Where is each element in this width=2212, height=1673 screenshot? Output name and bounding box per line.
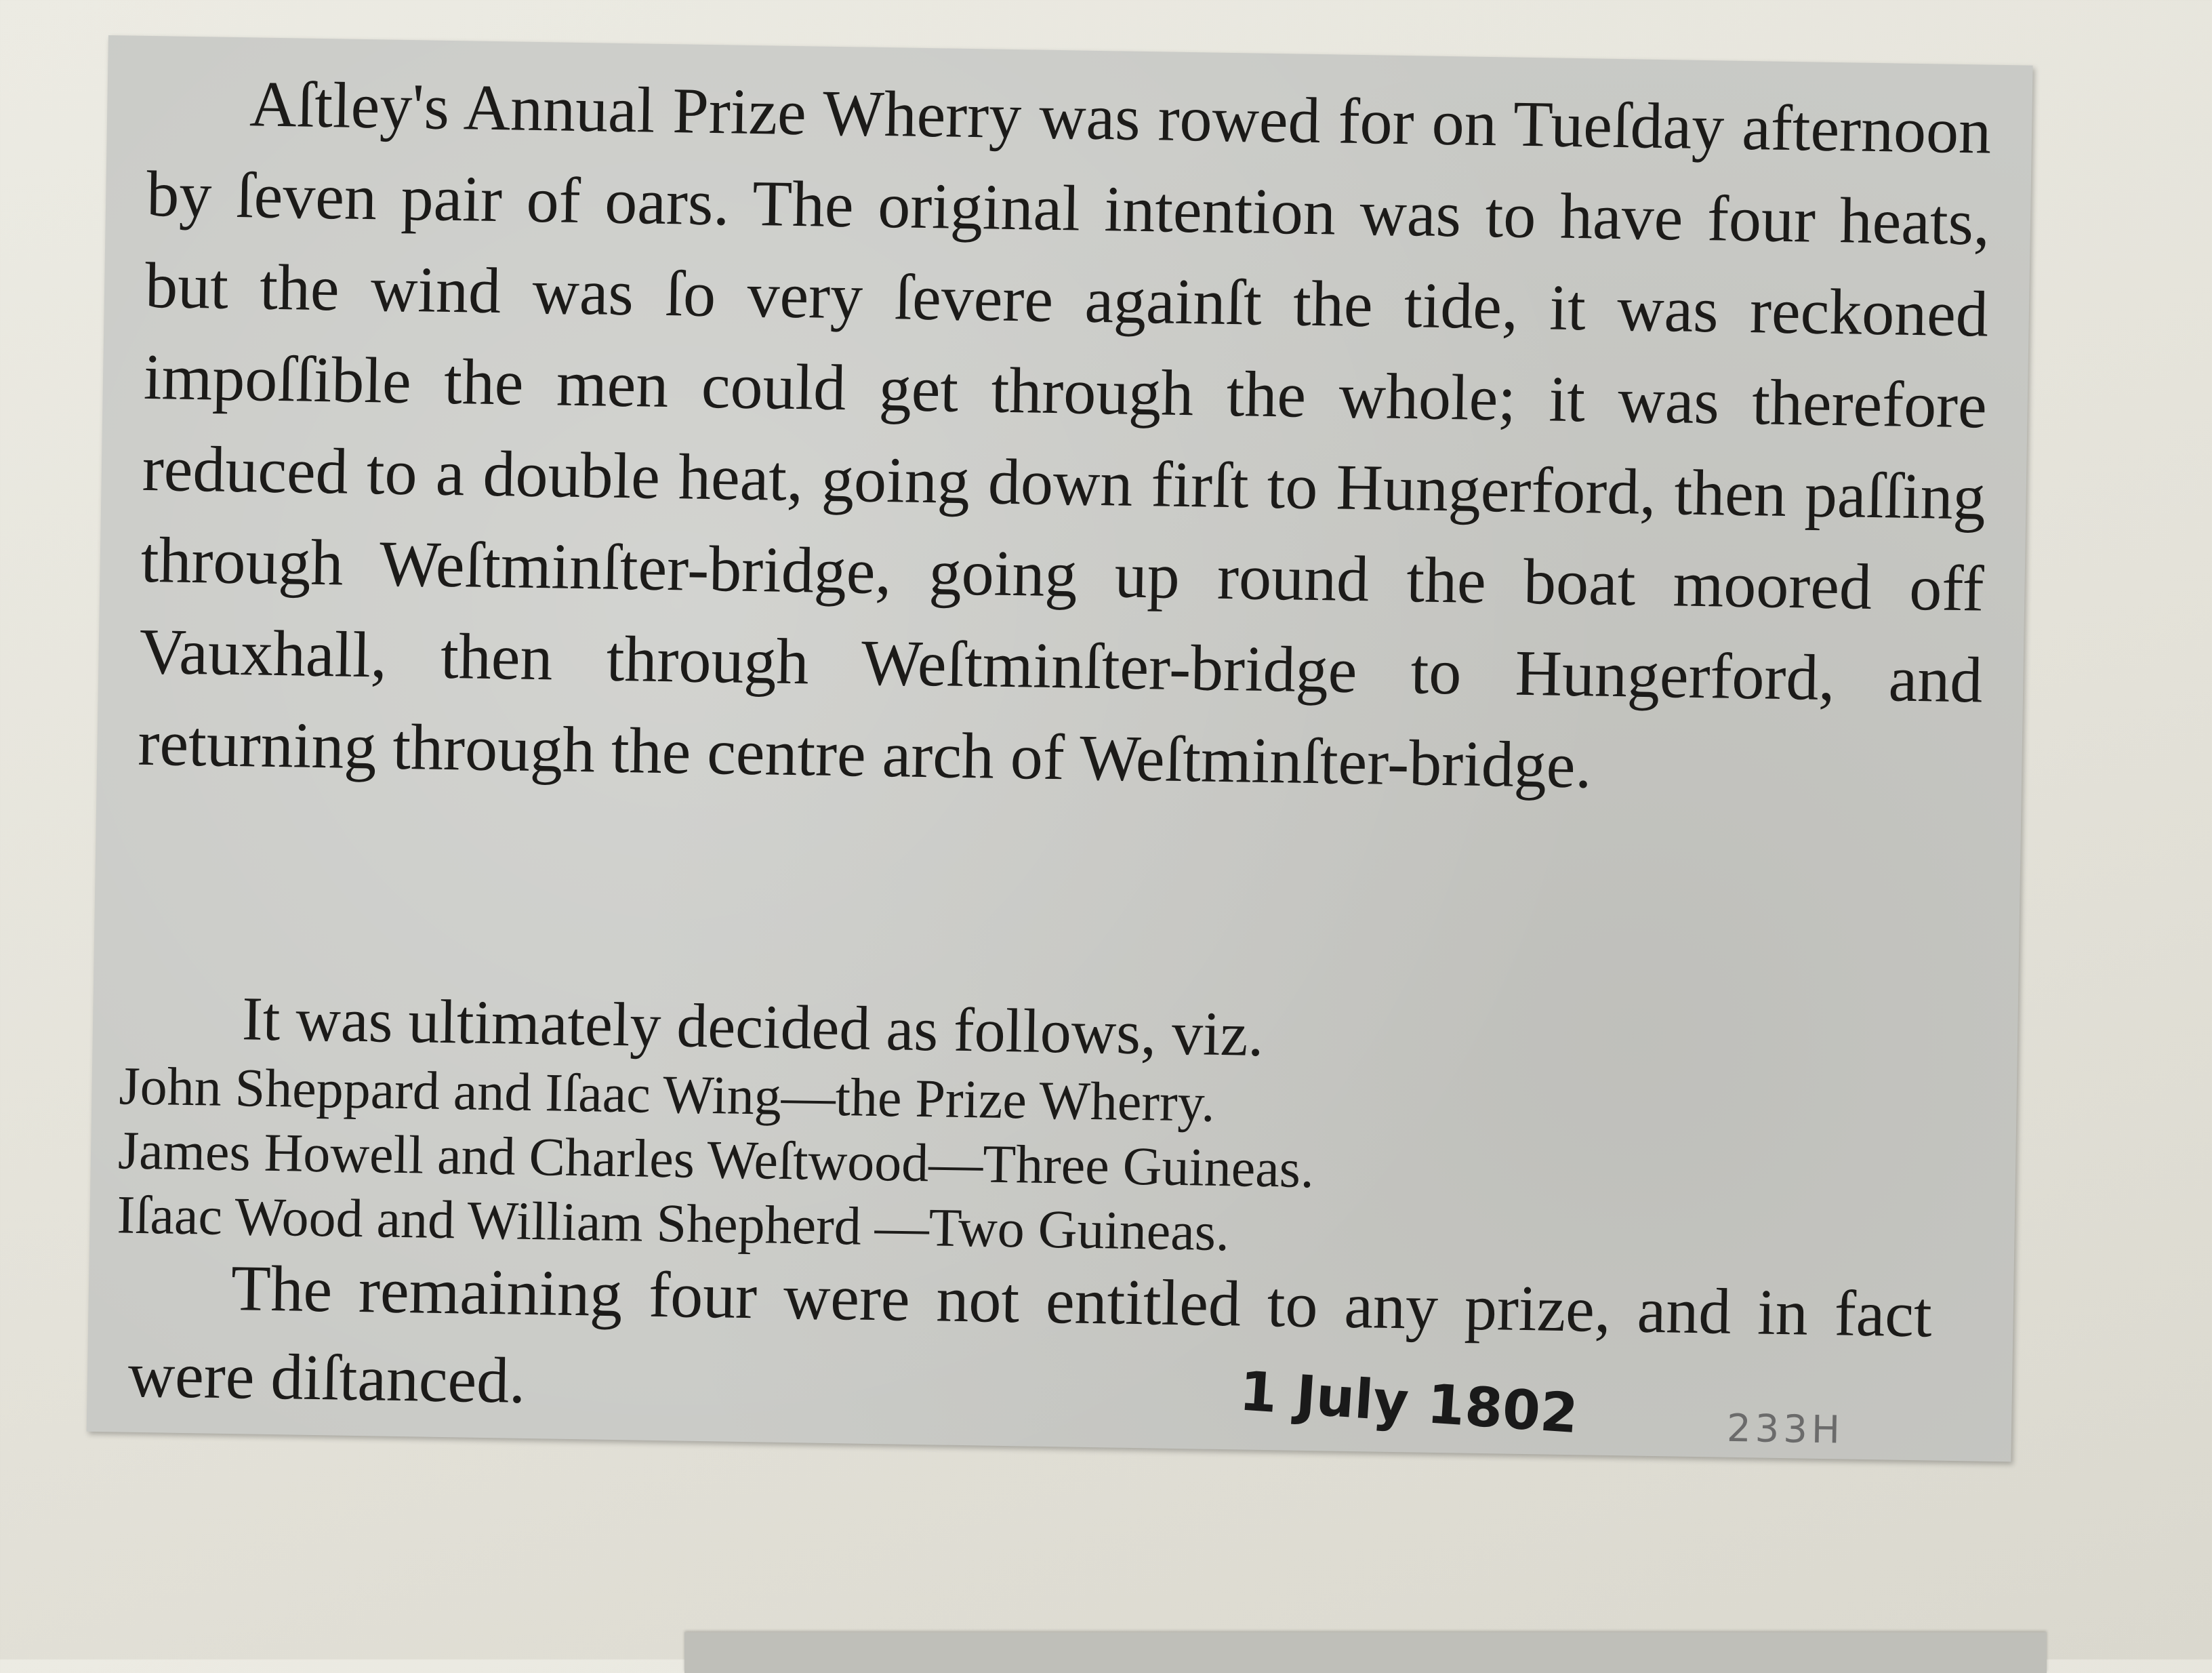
result-line-1: John Sheppard and Iſaac Wing—the Prize Wherry. [118,1056,1216,1133]
newspaper-clipping [87,35,2033,1462]
article-paragraph-1: Aſtley's Annual Prize Wherry was rowed for on Tueſday afternoon by ſeven pair of oars. The original intention was to have four heats, but the wind was ſo very ſevere againſt the tide, it was reckoned impoſſible the men could get through the whole; it was therefore reduced to a double heat, going down firſt to Hungerford, then paſſing through Weſtminſter-bridge, going up round the boat moored off Vauxhall, then through Weſtminſter-bridge to Hungerford, and returning through the centre arch of Weſtminſter-bridge. [137,67,1992,802]
result-line-2: James Howell and Charles Weſtwood—Three Guineas. [117,1121,1315,1200]
article-paragraph-2: It was ultimately decided as follows, viz. [241,984,1265,1069]
pencil-number: 233H [1726,1406,1845,1453]
next-clipping-edge [684,1632,2047,1673]
handwritten-date: 1 July 1802 [1237,1359,1580,1446]
article-paragraph-3: The remaining four were not entitled to any prize, and in fact were diſtanced. [127,1251,1933,1417]
result-line-3: Iſaac Wood and William Shepherd —Two Guineas. [116,1185,1230,1263]
